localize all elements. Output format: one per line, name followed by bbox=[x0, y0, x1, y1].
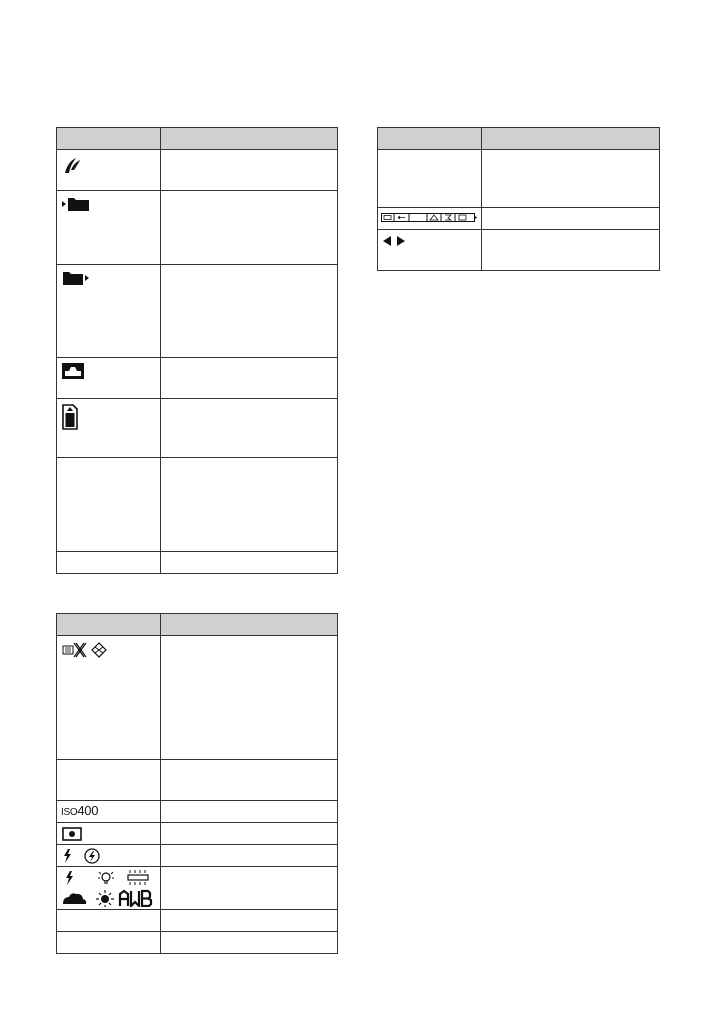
metering-spot-icon bbox=[62, 827, 82, 841]
icon-cell bbox=[57, 760, 161, 801]
description-cell bbox=[161, 932, 338, 954]
description-cell bbox=[161, 191, 338, 265]
description-cell bbox=[161, 801, 338, 823]
table-row bbox=[57, 932, 338, 954]
icon-cell bbox=[378, 208, 482, 230]
icon-cell bbox=[57, 932, 161, 954]
icon-cell bbox=[57, 458, 161, 552]
description-cell bbox=[161, 458, 338, 552]
table-row bbox=[57, 910, 338, 932]
protect-icon bbox=[62, 155, 82, 175]
folder-previous-icon bbox=[62, 196, 90, 212]
description-cell bbox=[161, 636, 338, 760]
header-cell-description bbox=[482, 128, 660, 150]
camera-shake-warning-icon bbox=[62, 641, 110, 659]
description-cell bbox=[161, 358, 338, 399]
icon-cell bbox=[57, 552, 161, 574]
header-cell-description bbox=[161, 128, 338, 150]
table-row bbox=[57, 845, 338, 867]
table-row bbox=[57, 458, 338, 552]
table-bottom-left bbox=[56, 613, 338, 954]
table-row bbox=[57, 191, 338, 265]
table-top-left bbox=[56, 127, 338, 574]
iso-value: 400 bbox=[77, 803, 99, 818]
description-cell bbox=[482, 230, 660, 271]
white-balance-icons bbox=[62, 869, 154, 907]
table-header-row bbox=[378, 128, 660, 150]
icon-cell bbox=[57, 801, 161, 823]
description-cell bbox=[161, 399, 338, 458]
left-right-arrows-icon bbox=[383, 236, 405, 246]
icon-cell bbox=[57, 867, 161, 910]
icon-cell bbox=[57, 845, 161, 867]
header-cell-description bbox=[161, 614, 338, 636]
playback-bar-icon bbox=[381, 213, 477, 223]
table-row bbox=[57, 358, 338, 399]
connection-icon bbox=[62, 363, 84, 379]
header-cell-icon bbox=[57, 128, 161, 150]
iso400-icon bbox=[61, 804, 98, 820]
description-cell bbox=[161, 867, 338, 910]
folder-next-icon bbox=[62, 270, 90, 286]
table-row bbox=[57, 867, 338, 910]
description-cell bbox=[161, 760, 338, 801]
icon-cell bbox=[57, 823, 161, 845]
table-row bbox=[57, 265, 338, 358]
memory-card-icon bbox=[62, 404, 78, 430]
flash-mode-icons bbox=[62, 848, 102, 864]
table-header-row bbox=[57, 614, 338, 636]
table-row bbox=[57, 636, 338, 760]
icon-cell bbox=[57, 636, 161, 760]
icon-cell bbox=[57, 910, 161, 932]
table-header-row bbox=[57, 128, 338, 150]
description-cell bbox=[161, 823, 338, 845]
description-cell bbox=[161, 265, 338, 358]
description-cell bbox=[161, 552, 338, 574]
table-top-right bbox=[377, 127, 660, 271]
table-row bbox=[378, 208, 660, 230]
description-cell bbox=[161, 150, 338, 191]
icon-cell bbox=[378, 230, 482, 271]
icon-cell bbox=[378, 150, 482, 208]
table-row bbox=[57, 399, 338, 458]
table-row bbox=[57, 552, 338, 574]
table-row bbox=[57, 801, 338, 823]
header-cell-icon bbox=[378, 128, 482, 150]
iso-prefix: ISO bbox=[61, 807, 78, 818]
icon-cell bbox=[57, 150, 161, 191]
table-row bbox=[378, 230, 660, 271]
icon-cell bbox=[57, 265, 161, 358]
icon-cell bbox=[57, 399, 161, 458]
description-cell bbox=[482, 150, 660, 208]
description-cell bbox=[161, 910, 338, 932]
icon-cell bbox=[57, 358, 161, 399]
table-row bbox=[57, 760, 338, 801]
icon-cell bbox=[57, 191, 161, 265]
description-cell bbox=[161, 845, 338, 867]
table-row bbox=[57, 823, 338, 845]
table-row bbox=[57, 150, 338, 191]
header-cell-icon bbox=[57, 614, 161, 636]
table-row bbox=[378, 150, 660, 208]
description-cell bbox=[482, 208, 660, 230]
